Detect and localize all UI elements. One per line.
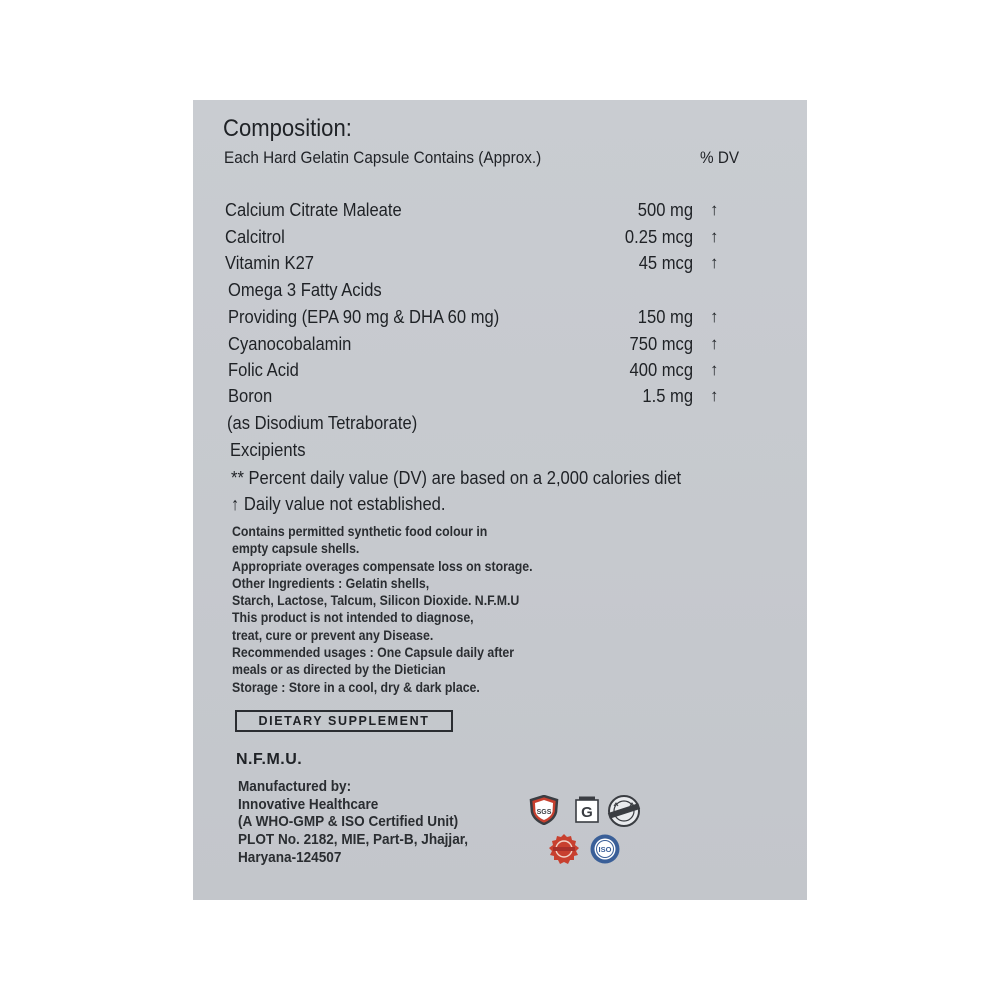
ingredient-row bbox=[228, 280, 728, 306]
dv-arrow-icon: ↑ bbox=[710, 334, 719, 353]
dv-arrow-icon: ↑ bbox=[710, 200, 719, 219]
ingredient-row bbox=[228, 360, 725, 386]
ingredient-amount: 750 mcg bbox=[629, 334, 693, 354]
ingredient-row bbox=[225, 253, 725, 279]
percent-dv-note: ** Percent daily value (DV) are based on a 2,000 calories diet bbox=[231, 468, 682, 488]
ingredient-row bbox=[228, 386, 725, 412]
ingredient-amount: 500 mg bbox=[637, 200, 693, 220]
dv-column-heading: % DV bbox=[700, 148, 740, 167]
red-certification-seal-icon bbox=[546, 833, 582, 867]
ingredient-row bbox=[225, 227, 725, 253]
ingredient-name: Calcium Citrate Maleate bbox=[225, 200, 402, 220]
manufacturer-line: PLOT No. 2182, MIE, Part-B, Jhajjar, bbox=[238, 832, 469, 849]
fine-print-line: Contains permitted synthetic food colour in bbox=[232, 524, 488, 539]
fine-print-line: treat, cure or prevent any Disease. bbox=[232, 627, 434, 643]
ingredient-amount: 400 mcg bbox=[629, 360, 693, 380]
fine-print-block bbox=[232, 523, 563, 696]
manufacturer-block bbox=[238, 779, 468, 868]
ingredient-amount: 1.5 mg bbox=[642, 386, 693, 406]
ingredient-row bbox=[230, 440, 730, 466]
ingredient-name: Omega 3 Fatty Acids bbox=[228, 280, 382, 300]
fine-print-line: meals or as directed by the Dietician bbox=[232, 662, 446, 678]
fine-print-line: Appropriate overages compensate loss on storage. bbox=[232, 558, 533, 574]
dv-not-established-note: ↑ Daily value not established. bbox=[231, 494, 446, 514]
dietary-supplement-badge: DIETARY SUPPLEMENT bbox=[235, 710, 453, 732]
ingredient-name: Calcitrol bbox=[225, 226, 285, 247]
dv-arrow-icon: ↑ bbox=[710, 253, 719, 272]
dv-arrow-icon: ↑ bbox=[710, 360, 719, 379]
quality-mark-text: G bbox=[581, 804, 593, 821]
ingredient-name: Cyanocobalamin bbox=[228, 334, 352, 354]
ingredient-row bbox=[227, 413, 727, 439]
certified-seal-icon bbox=[606, 794, 642, 828]
manufacturer-line: Haryana-124507 bbox=[238, 849, 342, 866]
fine-print-line: Storage : Store in a cool, dry & dark place. bbox=[232, 679, 480, 695]
dv-arrow-icon: ↑ bbox=[710, 386, 719, 405]
dv-arrow-icon: ↑ bbox=[710, 226, 719, 246]
fine-print-line: Other Ingredients : Gelatin shells, bbox=[232, 575, 430, 591]
capsule-contents-heading: Each Hard Gelatin Capsule Contains (Approx.) bbox=[224, 148, 542, 167]
ingredient-row bbox=[228, 307, 725, 333]
ingredient-amount: 45 mcg bbox=[638, 253, 693, 273]
manufacturer-line: Innovative Healthcare bbox=[238, 796, 379, 813]
fine-print-line: This product is not intended to diagnose, bbox=[232, 610, 474, 626]
ingredient-name: Folic Acid bbox=[228, 360, 299, 380]
ingredient-name: Excipients bbox=[230, 440, 306, 460]
nfmu-label: N.F.M.U. bbox=[236, 751, 303, 768]
ingredient-name: Vitamin K27 bbox=[225, 253, 314, 273]
ingredient-name: (as Disodium Tetraborate) bbox=[227, 413, 418, 433]
iso-logo-text: ISO bbox=[598, 845, 612, 854]
sgs-shield-icon bbox=[529, 795, 559, 825]
product-label bbox=[193, 100, 807, 900]
sgs-logo-text: SGS bbox=[536, 809, 552, 816]
ingredient-amount: 150 mg bbox=[637, 307, 693, 327]
fine-print-line: Starch, Lactose, Talcum, Silicon Dioxide. N.F.M.U bbox=[232, 593, 520, 609]
iso-certification-icon bbox=[589, 833, 621, 865]
composition-title: Composition: bbox=[223, 115, 352, 142]
ingredient-name: Providing (EPA 90 mg & DHA 60 mg) bbox=[228, 307, 500, 327]
quality-mark-icon bbox=[575, 796, 599, 824]
dv-arrow-icon: ↑ bbox=[710, 307, 719, 326]
manufacturer-line: Manufactured by: bbox=[238, 779, 352, 795]
ingredient-row bbox=[228, 334, 725, 360]
ingredient-name: Boron bbox=[228, 386, 273, 406]
fine-print-line: Recommended usages : One Capsule daily after bbox=[232, 645, 515, 661]
fine-print-line: empty capsule shells. bbox=[232, 541, 360, 557]
manufacturer-line: (A WHO-GMP & ISO Certified Unit) bbox=[238, 814, 459, 831]
ingredient-amount: 0.25 mcg bbox=[624, 226, 693, 247]
ingredient-row bbox=[225, 200, 725, 226]
